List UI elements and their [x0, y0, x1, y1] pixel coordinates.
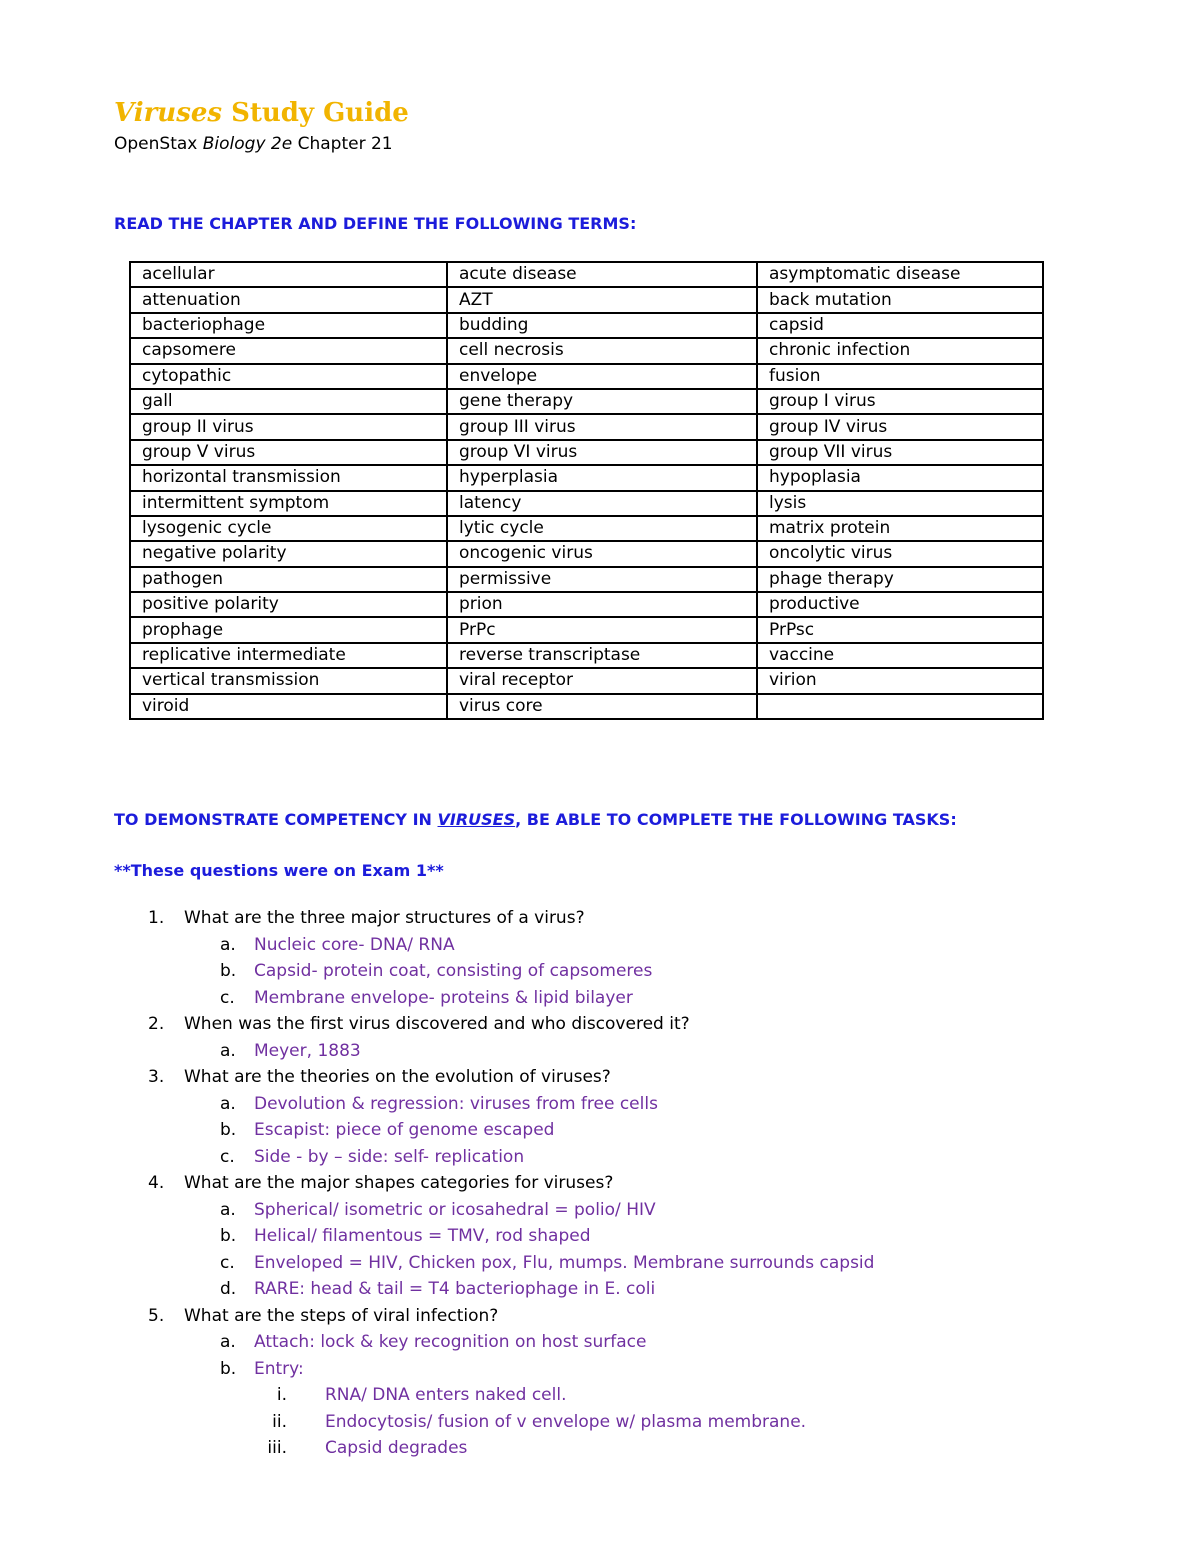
- term-cell: prophage: [130, 617, 447, 642]
- answer-item-text: Helical/ filamentous = TMV, rod shaped: [254, 1226, 591, 1246]
- term-cell: budding: [447, 313, 757, 338]
- answer-item-label: a.: [220, 1040, 236, 1061]
- answer-item-label: c.: [220, 987, 235, 1008]
- question-item-text: What are the steps of viral infection?: [184, 1305, 499, 1326]
- term-cell: PrPc: [447, 617, 757, 642]
- subtitle-book: Biology 2e: [202, 134, 293, 154]
- term-cell: virus core: [447, 694, 757, 719]
- term-cell: gall: [130, 389, 447, 414]
- term-cell: acellular: [130, 262, 447, 287]
- answer-item-text: Spherical/ isometric or icosahedral = polio/ HIV: [254, 1199, 656, 1220]
- table-row: [130, 364, 1043, 389]
- table-row: [130, 313, 1043, 338]
- competency-heading: [114, 810, 957, 829]
- term-cell: group III virus: [447, 414, 757, 439]
- term-cell: group VI virus: [447, 440, 757, 465]
- question-item-text: What are the major shapes categories for viruses?: [184, 1173, 614, 1193]
- term-cell: intermittent symptom: [130, 491, 447, 516]
- term-cell: pathogen: [130, 567, 447, 592]
- term-cell: viroid: [130, 694, 447, 719]
- answer-item-text: Side - by – side: self- replication: [254, 1146, 525, 1167]
- term-cell: acute disease: [447, 262, 757, 287]
- competency-heading-pre: TO DEMONSTRATE COMPETENCY IN: [114, 810, 438, 829]
- term-cell: group IV virus: [757, 414, 1043, 439]
- term-cell: vaccine: [757, 643, 1043, 668]
- term-cell: vertical transmission: [130, 668, 447, 693]
- question-item-label: 1.: [148, 908, 165, 928]
- term-cell: phage therapy: [757, 567, 1043, 592]
- term-cell: PrPsc: [757, 617, 1043, 642]
- term-cell: lysis: [757, 491, 1043, 516]
- term-cell: group V virus: [130, 440, 447, 465]
- competency-heading-viruses: VIRUSES: [437, 810, 516, 829]
- answer-item-label: b.: [220, 1358, 237, 1379]
- term-cell: cytopathic: [130, 364, 447, 389]
- answer-item-label: b.: [220, 1226, 237, 1246]
- subanswer-item-text: RNA/ DNA enters naked cell.: [325, 1385, 567, 1405]
- subanswer-item-text: Capsid degrades: [325, 1438, 468, 1458]
- term-cell: chronic infection: [757, 338, 1043, 363]
- table-row: [130, 465, 1043, 490]
- answer-item-text: Attach: lock & key recognition on host surface: [254, 1332, 647, 1352]
- term-cell: group I virus: [757, 389, 1043, 414]
- subanswer-item-text: Endocytosis/ fusion of v envelope w/ plasma membrane.: [325, 1411, 807, 1432]
- term-cell: cell necrosis: [447, 338, 757, 363]
- term-cell: group VII virus: [757, 440, 1043, 465]
- answer-item-label: a.: [220, 1093, 236, 1114]
- subanswer-item-label: iii.: [267, 1438, 287, 1458]
- answer-item-label: b.: [220, 961, 237, 981]
- subanswer-item-label: i.: [276, 1385, 287, 1405]
- question-item-text: When was the first virus discovered and who discovered it?: [184, 1014, 690, 1034]
- answer-item-text: RARE: head & tail = T4 bacteriophage in E. coli: [254, 1279, 656, 1299]
- title-rest: Study Guide: [222, 98, 409, 128]
- answer-item-text: Enveloped = HIV, Chicken pox, Flu, mumps. Membrane surrounds capsid: [254, 1252, 875, 1273]
- question-item-label: 5.: [148, 1305, 165, 1326]
- competency-heading-post: , BE ABLE TO COMPLETE THE FOLLOWING TASKS:: [515, 810, 957, 829]
- term-cell: hypoplasia: [757, 465, 1043, 490]
- term-cell: gene therapy: [447, 389, 757, 414]
- subanswer-item-label: ii.: [272, 1411, 287, 1432]
- table-row: [130, 287, 1043, 312]
- answer-item-text: Capsid- protein coat, consisting of capsomeres: [254, 961, 653, 981]
- question-item-label: 3.: [148, 1067, 165, 1087]
- question-item-text: What are the three major structures of a virus?: [184, 908, 585, 928]
- answer-item-text: Membrane envelope- proteins & lipid bilayer: [254, 987, 633, 1008]
- term-cell: group II virus: [130, 414, 447, 439]
- term-cell: prion: [447, 592, 757, 617]
- table-row: [130, 262, 1043, 287]
- table-row: [130, 617, 1043, 642]
- answer-item-label: c.: [220, 1252, 235, 1273]
- answer-item-text: Meyer, 1883: [254, 1040, 361, 1061]
- table-row: [130, 491, 1043, 516]
- term-cell: positive polarity: [130, 592, 447, 617]
- term-cell: asymptomatic disease: [757, 262, 1043, 287]
- table-row: [130, 541, 1043, 566]
- term-cell: oncogenic virus: [447, 541, 757, 566]
- table-row: [130, 516, 1043, 541]
- term-cell: [757, 694, 1043, 719]
- term-cell: replicative intermediate: [130, 643, 447, 668]
- question-item-label: 2.: [148, 1014, 165, 1034]
- table-row: [130, 338, 1043, 363]
- question-item-label: 4.: [148, 1173, 165, 1193]
- answer-item-label: a.: [220, 1332, 236, 1352]
- answer-item-text: Devolution & regression: viruses from free cells: [254, 1093, 658, 1114]
- table-row: [130, 414, 1043, 439]
- question-item-text: What are the theories on the evolution of viruses?: [184, 1067, 611, 1087]
- title-viruses: Viruses: [114, 98, 223, 128]
- term-cell: reverse transcriptase: [447, 643, 757, 668]
- answer-item-label: b.: [220, 1120, 237, 1140]
- term-cell: lysogenic cycle: [130, 516, 447, 541]
- term-cell: AZT: [447, 287, 757, 312]
- subtitle-publisher: OpenStax: [114, 134, 203, 154]
- answer-item-text: Entry:: [254, 1358, 304, 1379]
- terms-table: [129, 261, 1044, 720]
- term-cell: latency: [447, 491, 757, 516]
- table-row: [130, 592, 1043, 617]
- term-cell: capsid: [757, 313, 1043, 338]
- term-cell: envelope: [447, 364, 757, 389]
- document-subtitle: [114, 134, 393, 154]
- table-row: [130, 643, 1043, 668]
- term-cell: permissive: [447, 567, 757, 592]
- term-cell: matrix protein: [757, 516, 1043, 541]
- answer-item-label: d.: [220, 1279, 237, 1299]
- document-title: [114, 98, 409, 128]
- term-cell: attenuation: [130, 287, 447, 312]
- answer-item-label: a.: [220, 1199, 236, 1220]
- table-row: [130, 567, 1043, 592]
- answer-item-label: a.: [220, 934, 236, 955]
- exam-note: **These questions were on Exam 1**: [114, 861, 444, 880]
- answer-item-text: Nucleic core- DNA/ RNA: [254, 934, 455, 955]
- term-cell: negative polarity: [130, 541, 447, 566]
- term-cell: fusion: [757, 364, 1043, 389]
- table-row: [130, 668, 1043, 693]
- answer-item-text: Escapist: piece of genome escaped: [254, 1120, 555, 1140]
- term-cell: viral receptor: [447, 668, 757, 693]
- table-row: [130, 440, 1043, 465]
- term-cell: capsomere: [130, 338, 447, 363]
- terms-heading: READ THE CHAPTER AND DEFINE THE FOLLOWING TERMS:: [114, 214, 637, 233]
- term-cell: virion: [757, 668, 1043, 693]
- subtitle-chapter: Chapter 21: [292, 134, 393, 154]
- answer-item-label: c.: [220, 1146, 235, 1167]
- term-cell: oncolytic virus: [757, 541, 1043, 566]
- term-cell: back mutation: [757, 287, 1043, 312]
- term-cell: productive: [757, 592, 1043, 617]
- table-row: [130, 389, 1043, 414]
- term-cell: horizontal transmission: [130, 465, 447, 490]
- term-cell: hyperplasia: [447, 465, 757, 490]
- table-row: [130, 694, 1043, 719]
- term-cell: bacteriophage: [130, 313, 447, 338]
- term-cell: lytic cycle: [447, 516, 757, 541]
